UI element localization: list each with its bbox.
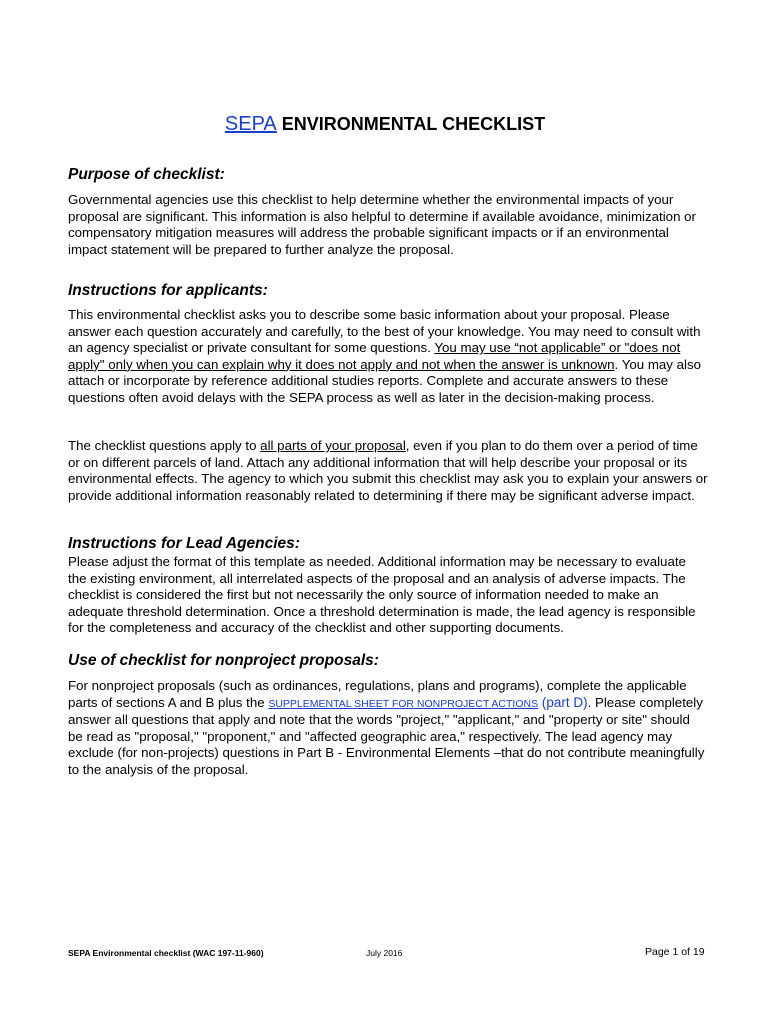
footer-date: July 2016	[366, 948, 403, 958]
nonproject-paragraph	[68, 678, 708, 779]
applicants-heading: Instructions for applicants:	[68, 282, 268, 299]
lead-heading: Instructions for Lead Agencies:	[68, 535, 300, 552]
applicants-p1-underlined: You may use “not applicable” or "does not apply" only when you can explain why it does not apply and not when the answer is unknown	[68, 340, 681, 372]
applicants-p1-text-b: . You may also attach or incorporate by reference additional studies reports. Complete and accurate answers to these questions often avoid delays with the SEPA process as well as later in the decision-making process.	[68, 356, 702, 405]
page-title	[0, 113, 770, 136]
nonproject-text-b: . Please completely answer all questions that apply and note that the words "project," "applicant," and "property or site" should be read as "proposal," "proponent," and "affected geographic area," respectively. The lead agency may exclude (for non-projects) questions in Part B - Environmental Elements –that do not contribute meaningfully to the analysis of the proposal.	[68, 694, 705, 777]
purpose-paragraph: Governmental agencies use this checklist to help determine whether the environmental impacts of your proposal are significant. This information is also helpful to determine if available avoidance, minimization or compensatory mitigation measures will address the probable significant impacts or if an environmental impact statement will be prepared to further analyze the proposal.	[68, 192, 696, 257]
applicants-paragraph-1	[68, 307, 708, 407]
purpose-heading: Purpose of checklist:	[68, 166, 225, 183]
nonproject-heading: Use of checklist for nonproject proposals:	[68, 652, 379, 669]
nonproject-text-a: For nonproject proposals (such as ordinances, regulations, plans and programs), complete the applicable parts of sections A and B plus the	[68, 678, 687, 710]
applicants-paragraph-2	[68, 438, 708, 504]
page-number: Page 1 of 19	[645, 946, 705, 958]
applicants-p2-text-a: The checklist questions apply to	[68, 438, 261, 453]
part-d-link[interactable]: (part D)	[538, 694, 588, 710]
applicants-p2-underlined: all parts of your proposal	[260, 438, 406, 453]
sepa-link[interactable]: SEPA	[224, 113, 277, 135]
applicants-p2-text-b: , even if you plan to do them over a period of time or on different parcels of land. Attach any additional information that will help describe your proposal or its environmental effects. The agency to which you submit this checklist may ask you to explain your answers or provide additional information reasonably related to determining if there may be significant adverse impact.	[68, 438, 708, 503]
lead-paragraph: Please adjust the format of this template as needed. Additional information may be necessary to evaluate the existing environment, all interrelated aspects of the proposal and an analysis of adverse impacts. The checklist is considered the first but not necessarily the only source of information needed to make an adequate threshold determination. Once a threshold determination is made, the lead agency is responsible for the completeness and accuracy of the checklist and other supporting documents.	[68, 554, 696, 636]
supplemental-sheet-link[interactable]: SUPPLEMENTAL SHEET FOR NONPROJECT ACTIONS	[268, 697, 539, 710]
title-text: ENVIRONMENTAL CHECKLIST	[276, 114, 546, 134]
applicants-p1-text-a: This environmental checklist asks you to describe some basic information about your proposal. Please answer each question accurately and carefully, to the best of your knowledge. You may need to consult with an agency specialist or private consultant for some questions.	[68, 307, 701, 356]
footer-left: SEPA Environmental checklist (WAC 197-11-960)	[68, 948, 264, 958]
